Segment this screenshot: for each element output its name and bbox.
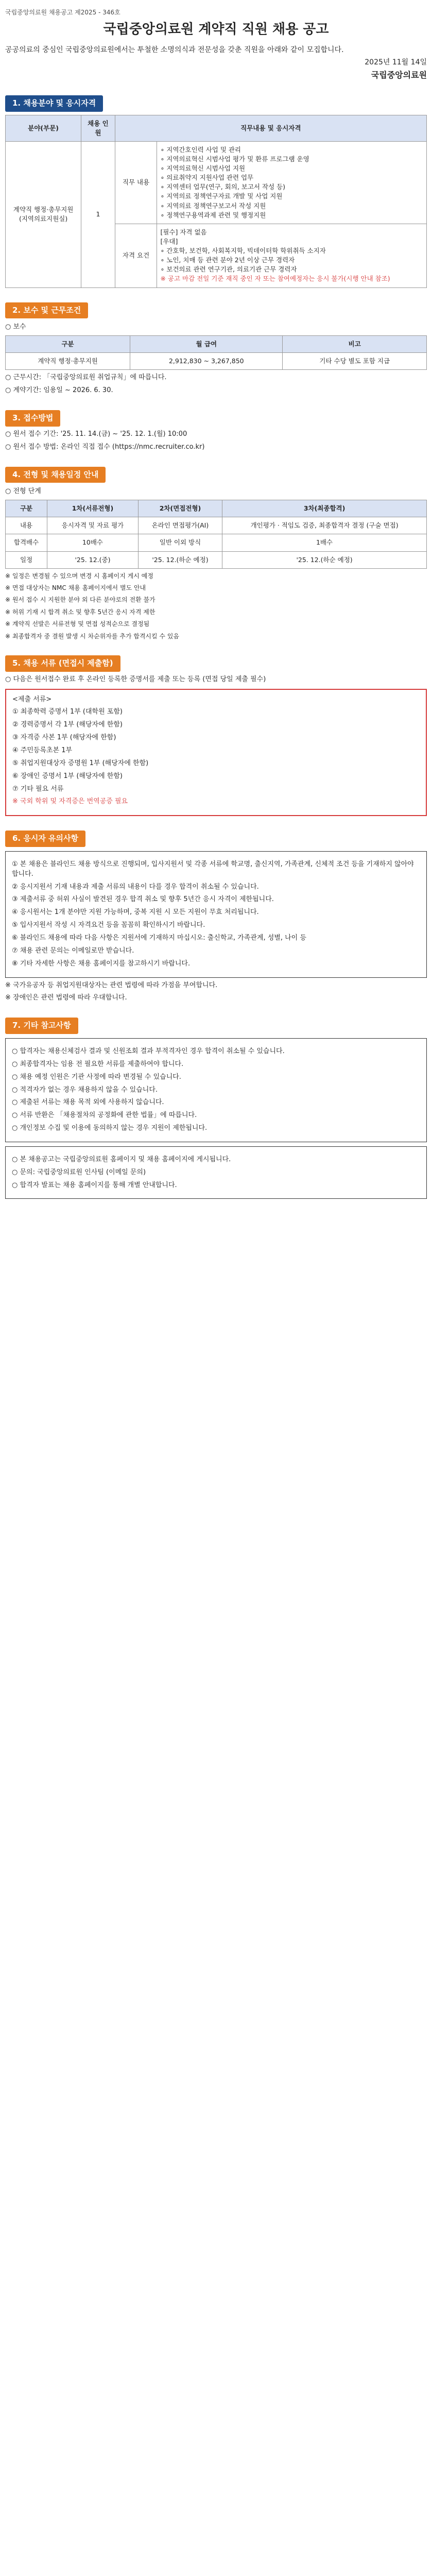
table-cell: 일정 — [6, 551, 47, 568]
notice-item: ⑧ 기타 자세한 사항은 채용 홈페이지를 참고하시기 바랍니다. — [12, 959, 191, 968]
table-cell: '25. 12.(하순 예정) — [222, 551, 427, 568]
table-header: 비고 — [283, 336, 427, 353]
other-item: ○ 적격자가 없는 경우 채용하지 않을 수 있습니다. — [12, 1086, 158, 1094]
notice-number: 국립중앙의료원 채용공고 제2025 - 346호 — [5, 9, 120, 16]
table-header: 구분 — [6, 336, 130, 353]
schedule-sub: ○ 전형 단계 — [5, 487, 41, 496]
section-title: 4. 전형 및 채용일정 안내 — [5, 467, 106, 483]
notice-item: ③ 제출서류 중 허위 사실이 발견된 경우 합격 취소 및 향후 5년간 응시 자격이 제한됩니다. — [12, 895, 274, 904]
duty-item: ∘ 지역의료 정책연구자료 개발 및 사업 지원 — [160, 192, 283, 200]
duty-item: ∘ 지역센터 업무(연구, 회의, 보고서 작성 등) — [160, 183, 286, 191]
document-item: ④ 주민등록초본 1부 — [12, 746, 73, 754]
duty-item: ∘ 의료취약지 지원사업 관련 업무 — [160, 174, 254, 182]
count-cell: 1 — [81, 141, 115, 287]
other-box-item: ○ 문의: 국립중앙의료원 인사팀 (이메일 문의) — [12, 1168, 146, 1176]
pay-note: ○ 계약기간: 임용일 ~ 2026. 6. 30. — [5, 386, 113, 395]
other-item: ○ 제출된 서류는 채용 목적 외에 사용하지 않습니다. — [12, 1098, 164, 1107]
notice-extra: ※ 장애인은 관련 법령에 따라 우대합니다. — [5, 994, 127, 1002]
table-cell: 온라인 면접평가(AI) — [138, 517, 222, 534]
section-title: 7. 기타 참고사항 — [5, 1018, 78, 1034]
documents-sub: <제출 서류> — [12, 695, 52, 703]
document-item: ⑥ 장애인 증명서 1부 (해당자에 한함) — [12, 772, 123, 780]
table-cell: 일반 이외 방식 — [138, 534, 222, 551]
notice-item: ⑥ 블라인드 채용에 따라 다음 사항은 지원서에 기재하지 마십시오: 출신학교, 가족관계, 성별, 나이 등 — [12, 934, 306, 942]
pay-note: ○ 근무시간: 「국립중앙의료원 취업규칙」에 따릅니다. — [5, 374, 167, 382]
notice-item: ① 본 채용은 블라인드 채용 방식으로 진행되며, 입사지원서 및 각종 서류에 학교명, 출신지역, 가족관계, 신체적 조건 등을 기재하지 않아야 합니다. — [12, 860, 414, 878]
req-cell — [157, 224, 427, 287]
other-box-2 — [5, 1146, 427, 1199]
other-item: ○ 합격자는 채용신체검사 결과 및 신원조회 결과 부적격자인 경우 합격이 취소될 수 있습니다. — [12, 1047, 285, 1055]
intro-text: 공공의료의 중심인 국립중앙의료원에서는 투철한 소명의식과 전문성을 갖춘 직원을 아래와 같이 모집합니다. — [5, 46, 344, 55]
other-box-item: ○ 합격자 발표는 채용 홈페이지를 통해 개별 안내합니다. — [12, 1181, 177, 1189]
page-title: 국립중앙의료원 계약직 직원 채용 공고 — [103, 22, 329, 38]
document-item: ⑤ 취업지원대상자 증명원 1부 (해당자에 한함) — [12, 759, 149, 767]
notice-extra: ※ 국가유공자 등 취업지원대상자는 관련 법령에 따라 가점을 부여합니다. — [5, 981, 218, 989]
table-cell: 합격배수 — [6, 534, 47, 551]
other-item: ○ 서류 반환은 「채용절차의 공정화에 관한 법률」에 따릅니다. — [12, 1111, 197, 1120]
section-schedule — [5, 467, 427, 641]
req-item: ∘ 간호학, 보건학, 사회복지학, 빅데이터학 학위취득 소지자 — [160, 247, 326, 255]
notice-item: ⑦ 채용 관련 문의는 이메일로만 받습니다. — [12, 946, 134, 955]
schedule-note: ※ 일정은 변경될 수 있으며 변경 시 홈페이지 게시 예정 — [5, 572, 153, 580]
schedule-note: ※ 최종합격자 중 결원 발생 시 차순위자를 추가 합격시킬 수 있음 — [5, 632, 180, 640]
duties-label: 직무 내용 — [115, 141, 157, 224]
other-item: ○ 최종합격자는 임용 전 필요한 서류를 제출하여야 합니다. — [12, 1060, 184, 1068]
table-cell: 내용 — [6, 517, 47, 534]
table-header: 1차(서류전형) — [47, 500, 139, 517]
documents-intro: ○ 다음은 원서접수 완료 후 온라인 등록한 증명서를 제출 또는 등록 (면접 당일 제출 필수) — [5, 675, 266, 683]
document-item: ② 경력증명서 각 1부 (해당자에 한함) — [12, 721, 123, 729]
schedule-note: ※ 계약직 선발은 서류전형 및 면접 성적순으로 결정됨 — [5, 620, 150, 628]
section-documents — [5, 655, 427, 816]
duty-item: ∘ 지역의료혁신 시범사업 평가 및 환류 프로그램 운영 — [160, 155, 309, 163]
other-item: ○ 채용 예정 인원은 기관 사정에 따라 변경될 수 있습니다. — [12, 1073, 181, 1081]
schedule-note: ※ 원서 접수 시 지원한 분야 외 다른 분야로의 전환 불가 — [5, 596, 155, 604]
section-title: 3. 접수방법 — [5, 410, 60, 427]
section-notices — [5, 831, 427, 1003]
table-header: 직무내용 및 응시자격 — [115, 115, 426, 141]
duty-item: ∘ 지역의료 정책연구보고서 작성 지원 — [160, 201, 266, 210]
table-cell: 1배수 — [222, 534, 427, 551]
notices-box — [5, 851, 427, 978]
documents-box — [5, 689, 427, 817]
section-other — [5, 1018, 427, 1199]
req-item: ∘ 보건의료 관련 연구기관, 의료기관 근무 경력자 — [160, 265, 297, 274]
section-title: 6. 응시자 유의사항 — [5, 831, 85, 847]
other-box-item: ○ 본 채용공고는 국립중앙의료원 홈페이지 및 채용 홈페이지에 게시됩니다. — [12, 1155, 231, 1163]
other-item: ○ 개인정보 수집 및 이용에 동의하지 않는 경우 지원이 제한됩니다. — [12, 1124, 208, 1132]
req-item: ※ 공고 마감 전일 기준 재직 중인 자 또는 참여예정자는 응시 불가(시행 안내 참조) — [160, 275, 390, 283]
req-item: [우대] — [160, 237, 178, 245]
table-header: 2차(면접전형) — [138, 500, 222, 517]
table-cell: 계약직 행정·총무지원 — [6, 353, 130, 370]
table-header: 채용 인원 — [81, 115, 115, 141]
notice-date: 2025년 11월 14일 — [365, 58, 427, 67]
document-item: ① 최종학력 증명서 1부 (대학원 포함) — [12, 708, 123, 716]
duty-item: ∘ 지역의료혁신 시범사업 지원 — [160, 164, 246, 173]
req-head: [필수] 자격 없음 — [160, 228, 207, 236]
section-recruitment — [5, 95, 427, 288]
duty-item: ∘ 정책연구용역과제 관련 및 행정지원 — [160, 211, 266, 219]
document-item: ③ 자격증 사본 1부 (해당자에 한함) — [12, 734, 116, 742]
duties-cell — [157, 141, 427, 224]
table-cell: 10배수 — [47, 534, 139, 551]
table-header: 3차(최종합격) — [222, 500, 427, 517]
other-box — [5, 1038, 427, 1142]
documents-remark: ※ 국외 학위 및 자격증은 번역공증 필요 — [12, 798, 128, 806]
req-item: ∘ 노인, 치매 등 관련 분야 2년 이상 근무 경력자 — [160, 256, 295, 264]
table-header: 구분 — [6, 500, 47, 517]
document-item: ⑦ 기타 필요 서류 — [12, 785, 64, 793]
req-label: 자격 요건 — [115, 224, 157, 287]
section-apply — [5, 410, 427, 452]
schedule-table — [5, 500, 427, 569]
notice-item: ④ 응시원서는 1개 분야만 지원 가능하며, 중복 지원 시 모든 지원이 무효 처리됩니다. — [12, 908, 259, 917]
field-cell: 계약직 행정·총무지원 (지역의료지원실) — [6, 141, 81, 287]
apply-item: ○ 원서 접수 방법: 온라인 직접 접수 (https://nmc.recruiter.co.kr) — [5, 443, 205, 451]
table-cell: '25. 12.(중) — [47, 551, 139, 568]
agency-name: 국립중앙의료원 — [371, 70, 427, 80]
table-header: 분야(부문) — [6, 115, 81, 141]
recruitment-table — [5, 115, 427, 288]
table-cell: '25. 12.(하순 예정) — [138, 551, 222, 568]
pay-sub: ○ 보수 — [5, 323, 26, 331]
apply-item: ○ 원서 접수 기간: '25. 11. 14.(금) ~ '25. 12. 1.(월) 10:00 — [5, 430, 187, 438]
section-pay — [5, 302, 427, 396]
pay-table — [5, 335, 427, 370]
table-header: 월 급여 — [130, 336, 283, 353]
duty-item: ∘ 지역간호인력 사업 및 관리 — [160, 145, 241, 154]
schedule-note: ※ 허위 기재 시 합격 취소 및 향후 5년간 응시 자격 제한 — [5, 608, 155, 616]
notice-item: ② 응시지원서 기재 내용과 제출 서류의 내용이 다를 경우 합격이 취소될 수 있습니다. — [12, 883, 259, 891]
table-cell: 2,912,830 ~ 3,267,850 — [130, 353, 283, 370]
section-title: 1. 채용분야 및 응시자격 — [5, 95, 103, 112]
notice-item: ⑤ 입사지원서 작성 시 자격요건 등을 꼼꼼히 확인하시기 바랍니다. — [12, 921, 205, 929]
section-title: 5. 채용 서류 (면접시 제출함) — [5, 655, 120, 672]
table-cell: 기타 수당 별도 포함 지급 — [283, 353, 427, 370]
table-cell: 응시자격 및 자료 평가 — [47, 517, 139, 534]
table-cell: 개인평가 · 적임도 검증, 최종합격자 결정 (구술 면접) — [222, 517, 427, 534]
schedule-note: ※ 면접 대상자는 NMC 채용 홈페이지에서 별도 안내 — [5, 584, 146, 592]
section-title: 2. 보수 및 근무조건 — [5, 302, 88, 319]
